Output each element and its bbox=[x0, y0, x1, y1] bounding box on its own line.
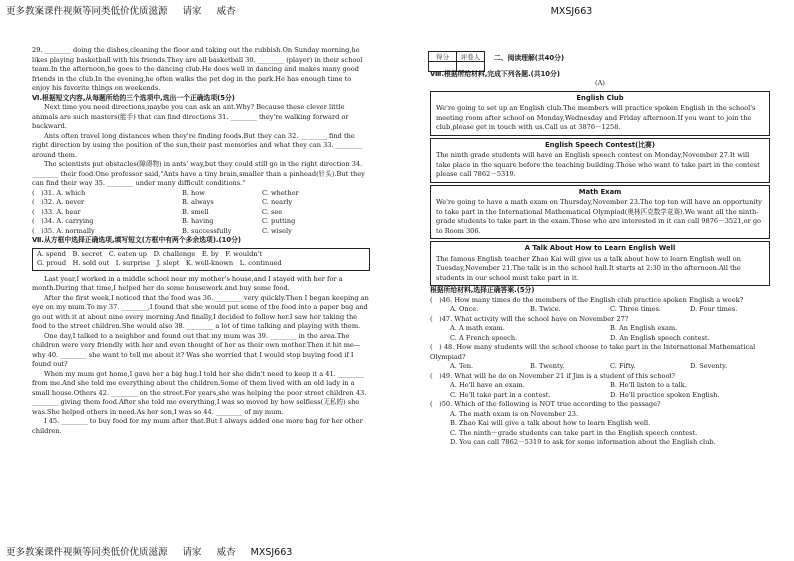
choices-49: A. He'll have an exam. B. He'll listen to a talk. C. He'll take part in a contest. D. He'll practice spoken English. bbox=[450, 381, 720, 399]
section-8-title: Ⅷ.根据所给材料,完成下列各题.(共10分) bbox=[430, 69, 560, 78]
notice-body: We're going to set up an English club.The members will practice spoken English in the school's meeting room after school on Monday,Wednesday and Friday afternoon.If you want to join the club,please get in touch with us.Call us at 3876－1258. bbox=[436, 104, 756, 131]
notice-title: A Talk About How to Learn English Well bbox=[524, 244, 676, 252]
question-47: ( )47. What activity will the school have on November 27? bbox=[430, 314, 629, 323]
page-header bbox=[6, 3, 788, 17]
choices-47: A. A math exam. B. An English exam. C. A French speech. D. An English speech contest. bbox=[450, 324, 710, 342]
section-6-title: Ⅵ.根据短文内容,从每题所给的三个选项中,选出一个正确选项(5分) bbox=[32, 93, 235, 102]
notice-math-exam bbox=[430, 185, 770, 240]
paragraph: When my mum got home,I gave her a big hug.I told her she didn't need to keep it a 41. ________ from me.And she told me everything about the children.Some of them lived with an old lady in a small house.Others 42. ________ on the street.For years,she was helping the poor street children 43. ________ giving them food.After she told me everything,I was so moved by how selfless(无私的) she was.She helped others in need.As her son,I was so 44. ________ of my mum. bbox=[32, 369, 367, 416]
left-page bbox=[32, 46, 370, 436]
mc-row: ( )31. A. which B. how C. whether bbox=[32, 188, 299, 197]
notice-title: English Speech Contest(比赛) bbox=[545, 140, 655, 149]
choices-48: A. Ten. B. Twenty. C. Fifty. D. Seventy. bbox=[450, 362, 728, 370]
mc-row: ( )34. A. carrying B. having C. putting bbox=[32, 217, 296, 225]
notice-title: Math Exam bbox=[578, 187, 622, 196]
question-48: ( ) 48. How many students will the school choose to take part in the International Mathematical Olympiad? bbox=[430, 343, 756, 361]
notice-body: The famous English teacher Zhao Kai will give us a talk about how to learn English well on Tuesday,November 21.The talk is in the school hall.It starts at 2:30 in the afternoon.All the students in our school must take part in it. bbox=[436, 254, 741, 282]
mc-options bbox=[32, 189, 370, 237]
word-bank-row: A. spend B. secret C. eaten up D. challenge E. by F. wouldn't bbox=[37, 249, 263, 258]
choices-50: A. The math exam is on November 23. B. Zhao Kai will give a talk about how to learn English well. C. The ninth－grade students can take part in the English speech contest. D. You can call 7862－5319 to ask for some information about the English club. bbox=[450, 409, 716, 446]
footer-text-1: 请家 bbox=[182, 547, 202, 558]
header-text-1: 请家 bbox=[182, 6, 202, 17]
score-label: 得分 bbox=[429, 52, 457, 62]
part-2-title: 二、阅读理解(共40分) bbox=[494, 54, 565, 62]
notice-english-club bbox=[430, 91, 770, 136]
paragraph: Next time you need directions,maybe you can ask an ant.Why? Because these clever little animals are such masters(能手) that can find directions 31. ________ they're walking forward or backward. bbox=[32, 103, 349, 130]
word-bank-box bbox=[32, 248, 370, 271]
grader-label: 评卷人 bbox=[457, 52, 485, 62]
mc-row: ( )35. A. normally B. successfully C. wisely bbox=[32, 226, 292, 235]
footer-text-2: 威杏 bbox=[216, 547, 236, 558]
notice-body: We're going to have a math exam on Thursday,November 23.The top ten will have an opportunity to take part in the International Mathematical Olympiad(奥林匹克数学竞赛).We want all the ninth-grade students to take part in the exam.Those who are interested in it can call 9876－3521,or go to Room 306. bbox=[436, 198, 762, 235]
footer-code: MXSJ663 bbox=[250, 547, 293, 558]
choices-46: A. Once. B. Twice. C. Three times. D. Four times. bbox=[450, 305, 738, 313]
question-50: ( )50. Which of the following is NOT true according to the passage? bbox=[430, 400, 661, 408]
notice-speech-contest bbox=[430, 138, 770, 183]
word-bank-row: G. proud H. sold out I. surprise J. slept K. well-known L. continued bbox=[37, 259, 282, 267]
paragraph: The scientists put obstacles(障碍物) in ants' way,but they could still go in the right direction 34. ________ their food.One professor said,"Ants have a tiny brain,smaller than a pinhead(针头).But they can find their way 35. ________ under many difficult conditions." bbox=[32, 160, 365, 187]
header-code: MXSJ663 bbox=[550, 6, 593, 17]
section-7-title: Ⅶ.从方框中选择正确选项,填写短文(方框中有两个多余选项).(10分) bbox=[32, 236, 241, 244]
question-46: ( )46. How many times do the members of the English club practice spoken English a week? bbox=[430, 295, 744, 304]
footer-ad-text: 更多教案课件视频等同类低价优质滋源 bbox=[6, 547, 168, 558]
paragraph: Last year,I worked in a middle school near my mother's house,and I stayed with her for a month.During that time,I helped her do some housework and buy some food. bbox=[32, 274, 343, 292]
mc-row: ( )32. A. never B. always C. nearly bbox=[32, 198, 293, 206]
notice-body: The ninth grade students will have an English speech contest on Monday,November 27.It will take place in the square before the teaching building.Those who want to take part in the contest please call 7862－5319. bbox=[436, 151, 760, 178]
mc-row: ( )33. A. hear B. smell C. see bbox=[32, 207, 283, 216]
header-text-2: 威杏 bbox=[216, 6, 236, 17]
header-ad-text: 更多教案课件视频等同类低价优质滋源 bbox=[6, 6, 168, 17]
paragraph: I 45. ________ to buy food for my mum after that.But I always added one more bag for her other children. bbox=[32, 417, 363, 435]
notice-english-talk bbox=[430, 241, 770, 286]
paragraph: After the first week,I noticed that the food was 36. ________ very quickly.Then I began keeping an eye on my mum.To my 37. ________,I found that she would put some of the food into a paper bag and go out with it at about nine every morning.And finally,I decided to follow her.I saw her taking the food to the street children.She would also 38. ________ a lot of time talking and playing with them. bbox=[32, 293, 369, 330]
paragraph: Ants often travel long distances when they're finding foods.But they can 32. ________ find the right direction by using the position of the sun,their past memories and what they can 33. ________ around them. bbox=[32, 131, 363, 159]
page-footer bbox=[6, 544, 788, 558]
sub-label: (A) bbox=[595, 79, 605, 87]
paragraph: 29. ________ doing the dishes,cleaning the floor and taking out the rubbish.On Sunday morning,he likes playing basketball with his friends.They are all basketball 30. ________ (player) in their school team.In the afternoon,he goes to the dancing club.He does well in dancing and makes many good friends in the club.In the evening,he often walks the pet dog in the park.He has enough time to enjoy his favorite things on weekends. bbox=[32, 46, 363, 92]
notice-title: English Club bbox=[576, 93, 624, 102]
paragraph: One day,I talked to a neighbor and found out that my mum was 39. ________ in the area.The children were very friendly with her and even thought of her as their own mother.Then it hit me—why 40. ________ she want to tell me about it? Was she worried that I would stop buying food if I found out? bbox=[32, 331, 361, 368]
instruction: 根据所给材料,选择正确答案.(5分) bbox=[430, 286, 535, 294]
question-49: ( )49. What will he do on November 21 if Jim is a student of this school? bbox=[430, 371, 676, 380]
